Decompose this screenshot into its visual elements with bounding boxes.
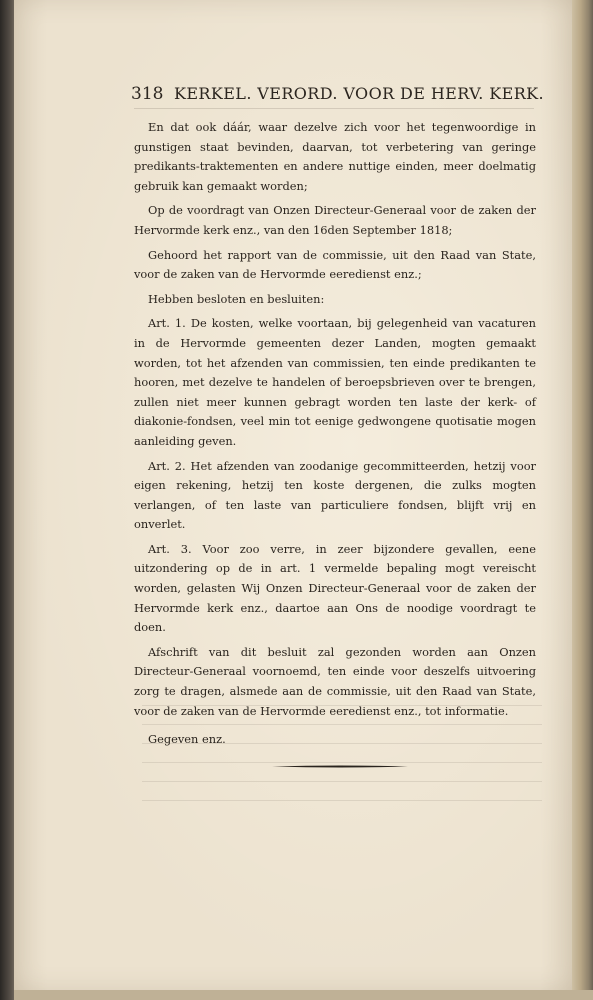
paragraph-preamble: En dat ook dáár, waar dezelve zich voor het tegenwoordige in gunstigen staat bevinden, daarvan, tot verbetering van geringe predikants-traktementen en andere nuttige einden, meer doelmatig gebruik kan gemaakt worden;: [134, 120, 536, 193]
show-through-text: [142, 705, 542, 840]
article-3: Art. 3. Voor zoo verre, in zeer bijzondere gevallen, eene uitzondering op de in art. 1 vermelde bepaling mogt vereischt worden, gelasten Wij Onzen Directeur-Generaal voor de zaken der Hervormde kerk enz., daartoe aan Ons de noodige voordragt te doen.: [134, 541, 536, 635]
closing-line: Gegeven enz.: [148, 732, 226, 747]
running-title: KERKEL. VERORD. VOOR DE HERV. KERK.: [174, 84, 544, 103]
closing-ornament-rule: [272, 765, 408, 768]
page-number: 318: [131, 84, 164, 104]
paragraph-proposal: Op de voordragt van Onzen Directeur-Generaal voor de zaken der Hervormde kerk enz., van den 16den September 1818;: [134, 203, 536, 237]
paragraph-decision: Hebben besloten en besluiten:: [148, 291, 325, 306]
paragraph-copy: Afschrift van dit besluit zal gezonden worden aan Onzen Directeur-Generaal voornoemd, ten einde voor deszelfs uitvoering zorg te dragen, alsmede aan de commissie, uit den Raad van State, voor de zaken van de Hervormde eeredienst enz., tot informatie.: [134, 644, 536, 718]
article-1: Art. 1. De kosten, welke voortaan, bij gelegenheid van vacaturen in de Hervormde gemeenten dezer Landen, mogten gemaakt worden, tot het afzenden van commissien, ten einde predikanten te hooren, met dezelve te handelen of beroepsbrieven over te brengen, zullen niet meer kunnen gebragt worden ten laste der kerk- of diakonie-fondsen, veel min tot eenige gedwongene quotisatie mogen aanleiding geven.: [134, 316, 536, 448]
body-text: [134, 118, 536, 755]
page-edge-bottom: [14, 990, 593, 1000]
header-rule: [134, 108, 534, 109]
article-2: Art. 2. Het afzenden van zoodanige gecommitteerden, hetzij voor eigen rekening, hetzij ten koste dergenen, die zulks mogten verlangen, of ten laste van particuliere fondsen, blijft vrij en onverlet.: [134, 458, 536, 532]
page-sheet: [14, 0, 574, 990]
paragraph-report: Gehoord het rapport van de commissie, uit den Raad van State, voor de zaken van de Hervormde eeredienst enz.;: [134, 247, 536, 282]
page-edge-right: [572, 0, 593, 1000]
